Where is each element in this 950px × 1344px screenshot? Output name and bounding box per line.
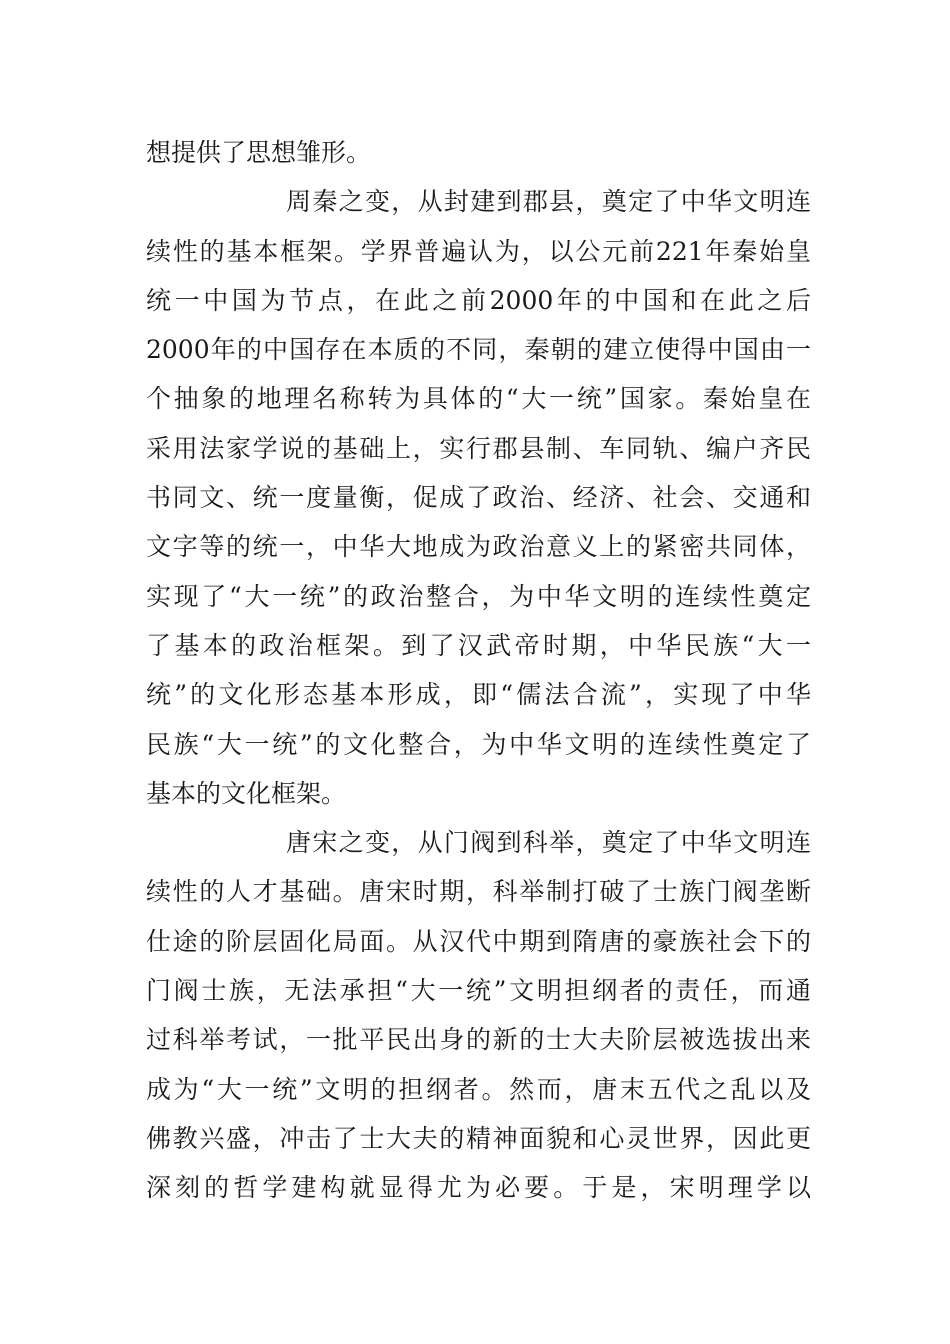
text-line: 基本的文化框架。 <box>146 778 347 808</box>
body-text <box>146 128 811 1213</box>
text-line: 佛教兴盛，冲击了士大夫的精神面貌和心灵世界，因此更 <box>146 1123 811 1153</box>
text-line: 仕途的阶层固化局面。从汉代中期到隋唐的豪族社会下的 <box>146 926 811 956</box>
text-line: 采用法家学说的基础上，实行郡县制、车同轨、编户齐民 <box>146 433 811 463</box>
text-line: 书同文、统一度量衡，促成了政治、经济、社会、交通和 <box>146 483 811 513</box>
text-line: 想提供了思想雏形。 <box>146 138 372 167</box>
text-line: 个抽象的地理名称转为具体的“大一统”国家。秦始皇在 <box>146 384 811 414</box>
text-line: 文字等的统一，中华大地成为政治意义上的紧密共同体， <box>146 532 811 562</box>
text-line: 深刻的哲学建构就显得尤为必要。于是，宋明理学以 <box>146 1173 811 1203</box>
paragraph-start-line: 周秦之变，从封建到郡县，奠定了中华文明连 <box>286 187 811 217</box>
text-line: 了基本的政治框架。到了汉武帝时期，中华民族“大一 <box>146 630 811 660</box>
text-line: 2000年的中国存在本质的不同，秦朝的建立使得中国由一 <box>146 335 811 365</box>
text-line: 续性的基本框架。学界普遍认为，以公元前221年秦始皇 <box>146 236 811 266</box>
text-line: 统一中国为节点，在此之前2000年的中国和在此之后 <box>146 285 811 315</box>
text-line: 门阀士族，无法承担“大一统”文明担纲者的责任，而通 <box>146 976 811 1006</box>
text-line: 民族“大一统”的文化整合，为中华文明的连续性奠定了 <box>146 729 811 759</box>
text-line: 成为“大一统”文明的担纲者。然而，唐末五代之乱以及 <box>146 1074 811 1104</box>
text-line: 实现了“大一统”的政治整合，为中华文明的连续性奠定 <box>146 581 811 611</box>
paragraph-start-line: 唐宋之变，从门阀到科举，奠定了中华文明连 <box>286 828 811 858</box>
text-line: 统”的文化形态基本形成，即“儒法合流”，实现了中华 <box>146 680 811 710</box>
text-line: 续性的人才基础。唐宋时期，科举制打破了士族门阀垄断 <box>146 877 811 907</box>
text-line: 过科举考试，一批平民出身的新的士大夫阶层被选拔出来 <box>146 1025 811 1055</box>
